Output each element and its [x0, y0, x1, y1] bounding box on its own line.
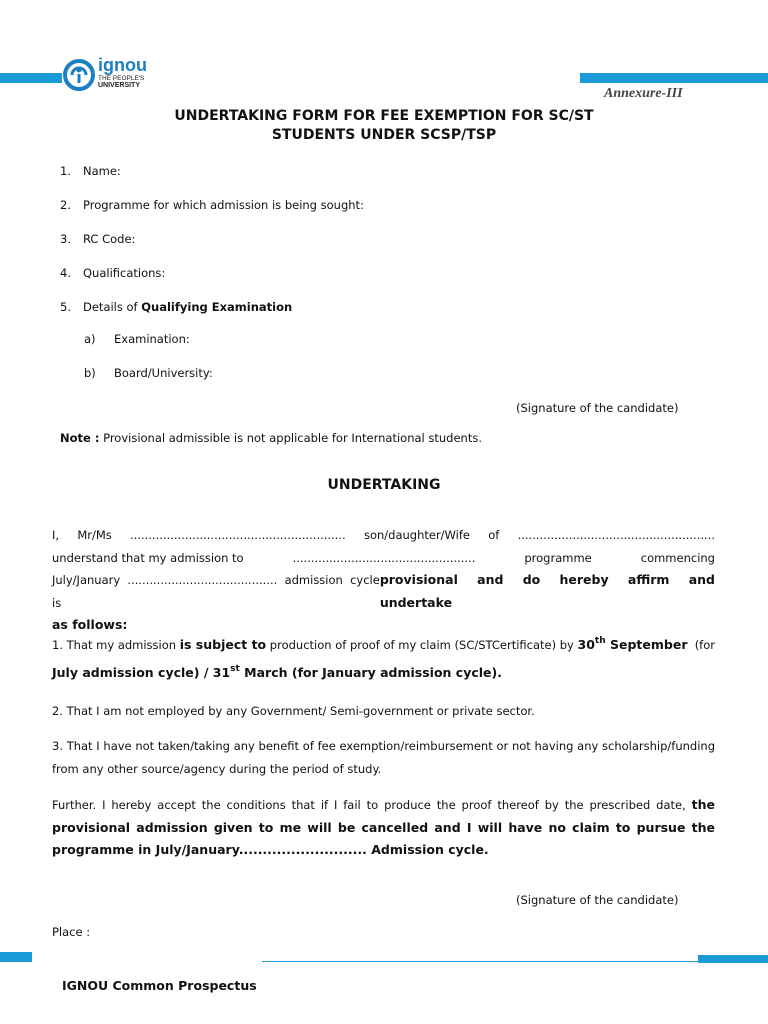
footer-line — [262, 961, 768, 962]
logo-subtitle-1: THE PEOPLE'S — [98, 75, 145, 82]
note — [60, 431, 482, 445]
field-name: 1. Name: — [60, 164, 121, 178]
para-line-2: understand that my admission to .................................................. programme commencing — [52, 550, 715, 565]
footer-text: IGNOU Common Prospectus — [62, 978, 257, 993]
place-label: Place : — [52, 925, 91, 939]
signature-line-1: (Signature of the candidate) — [516, 401, 679, 415]
form-title-line1: UNDERTAKING FORM FOR FEE EXEMPTION FOR SC/ST — [174, 108, 594, 124]
point-1: 1. That my admission is subject to production of proof of my claim (SC/STCertificate) by 30th September (for July admission cycle) / 31st March (for January admission cycle). — [52, 636, 715, 680]
header-right-line — [580, 82, 768, 83]
subfield-board-university: b) Board/University: — [84, 366, 213, 380]
para-line-4: as follows: — [52, 617, 128, 632]
field-programme: 2. Programme for which admission is being sought: — [60, 198, 364, 212]
subfield-examination: a) Examination: — [84, 332, 190, 346]
para-line-3: July/January ......................................... admission cycle is provisional and do hereby affirm and undertake — [52, 572, 715, 610]
footer-left-bar — [0, 952, 32, 962]
logo-wordmark: ignou — [98, 55, 147, 75]
field-qualifying-exam: 5. Details of Qualifying Examination — [60, 300, 293, 314]
form-title-line2: STUDENTS UNDER SCSP/TSP — [271, 127, 497, 143]
field-rc-code: 3. RC Code: — [60, 232, 136, 246]
undertaking-paragraph — [52, 524, 715, 637]
ignou-logo — [62, 55, 162, 92]
point-3: 3. That I have not taken/taking any benefit of fee exemption/reimbursement or not having any scholarship/funding from any other source/agency during the period of study. — [52, 739, 715, 776]
ignou-emblem-icon — [62, 58, 96, 92]
logo-subtitle-2: UNIVERSITY — [98, 82, 141, 89]
point-2: 2. That I am not employed by any Government/ Semi-government or private sector. — [52, 704, 535, 718]
field-qualifications: 4. Qualifications: — [60, 266, 166, 280]
further-paragraph: Further. I hereby accept the conditions that if I fail to produce the proof thereof by the prescribed date, the provisional admission given to me will be cancelled and I will have no claim to pursue the programme in July/January........................... Admission cycle. — [52, 797, 715, 857]
para-line-1: I, Mr/Ms ........................................................... son/daughter/Wife of ...................................................... — [52, 528, 715, 542]
footer-right-bar — [698, 955, 768, 963]
header-left-bar — [0, 73, 62, 83]
note-text: Provisional admissible is not applicable for International students. — [99, 431, 482, 445]
note-label: Note : — [60, 431, 100, 445]
undertaking-heading: UNDERTAKING — [327, 477, 441, 493]
annexure-label: Annexure-III — [604, 86, 683, 101]
signature-line-2: (Signature of the candidate) — [516, 893, 679, 907]
